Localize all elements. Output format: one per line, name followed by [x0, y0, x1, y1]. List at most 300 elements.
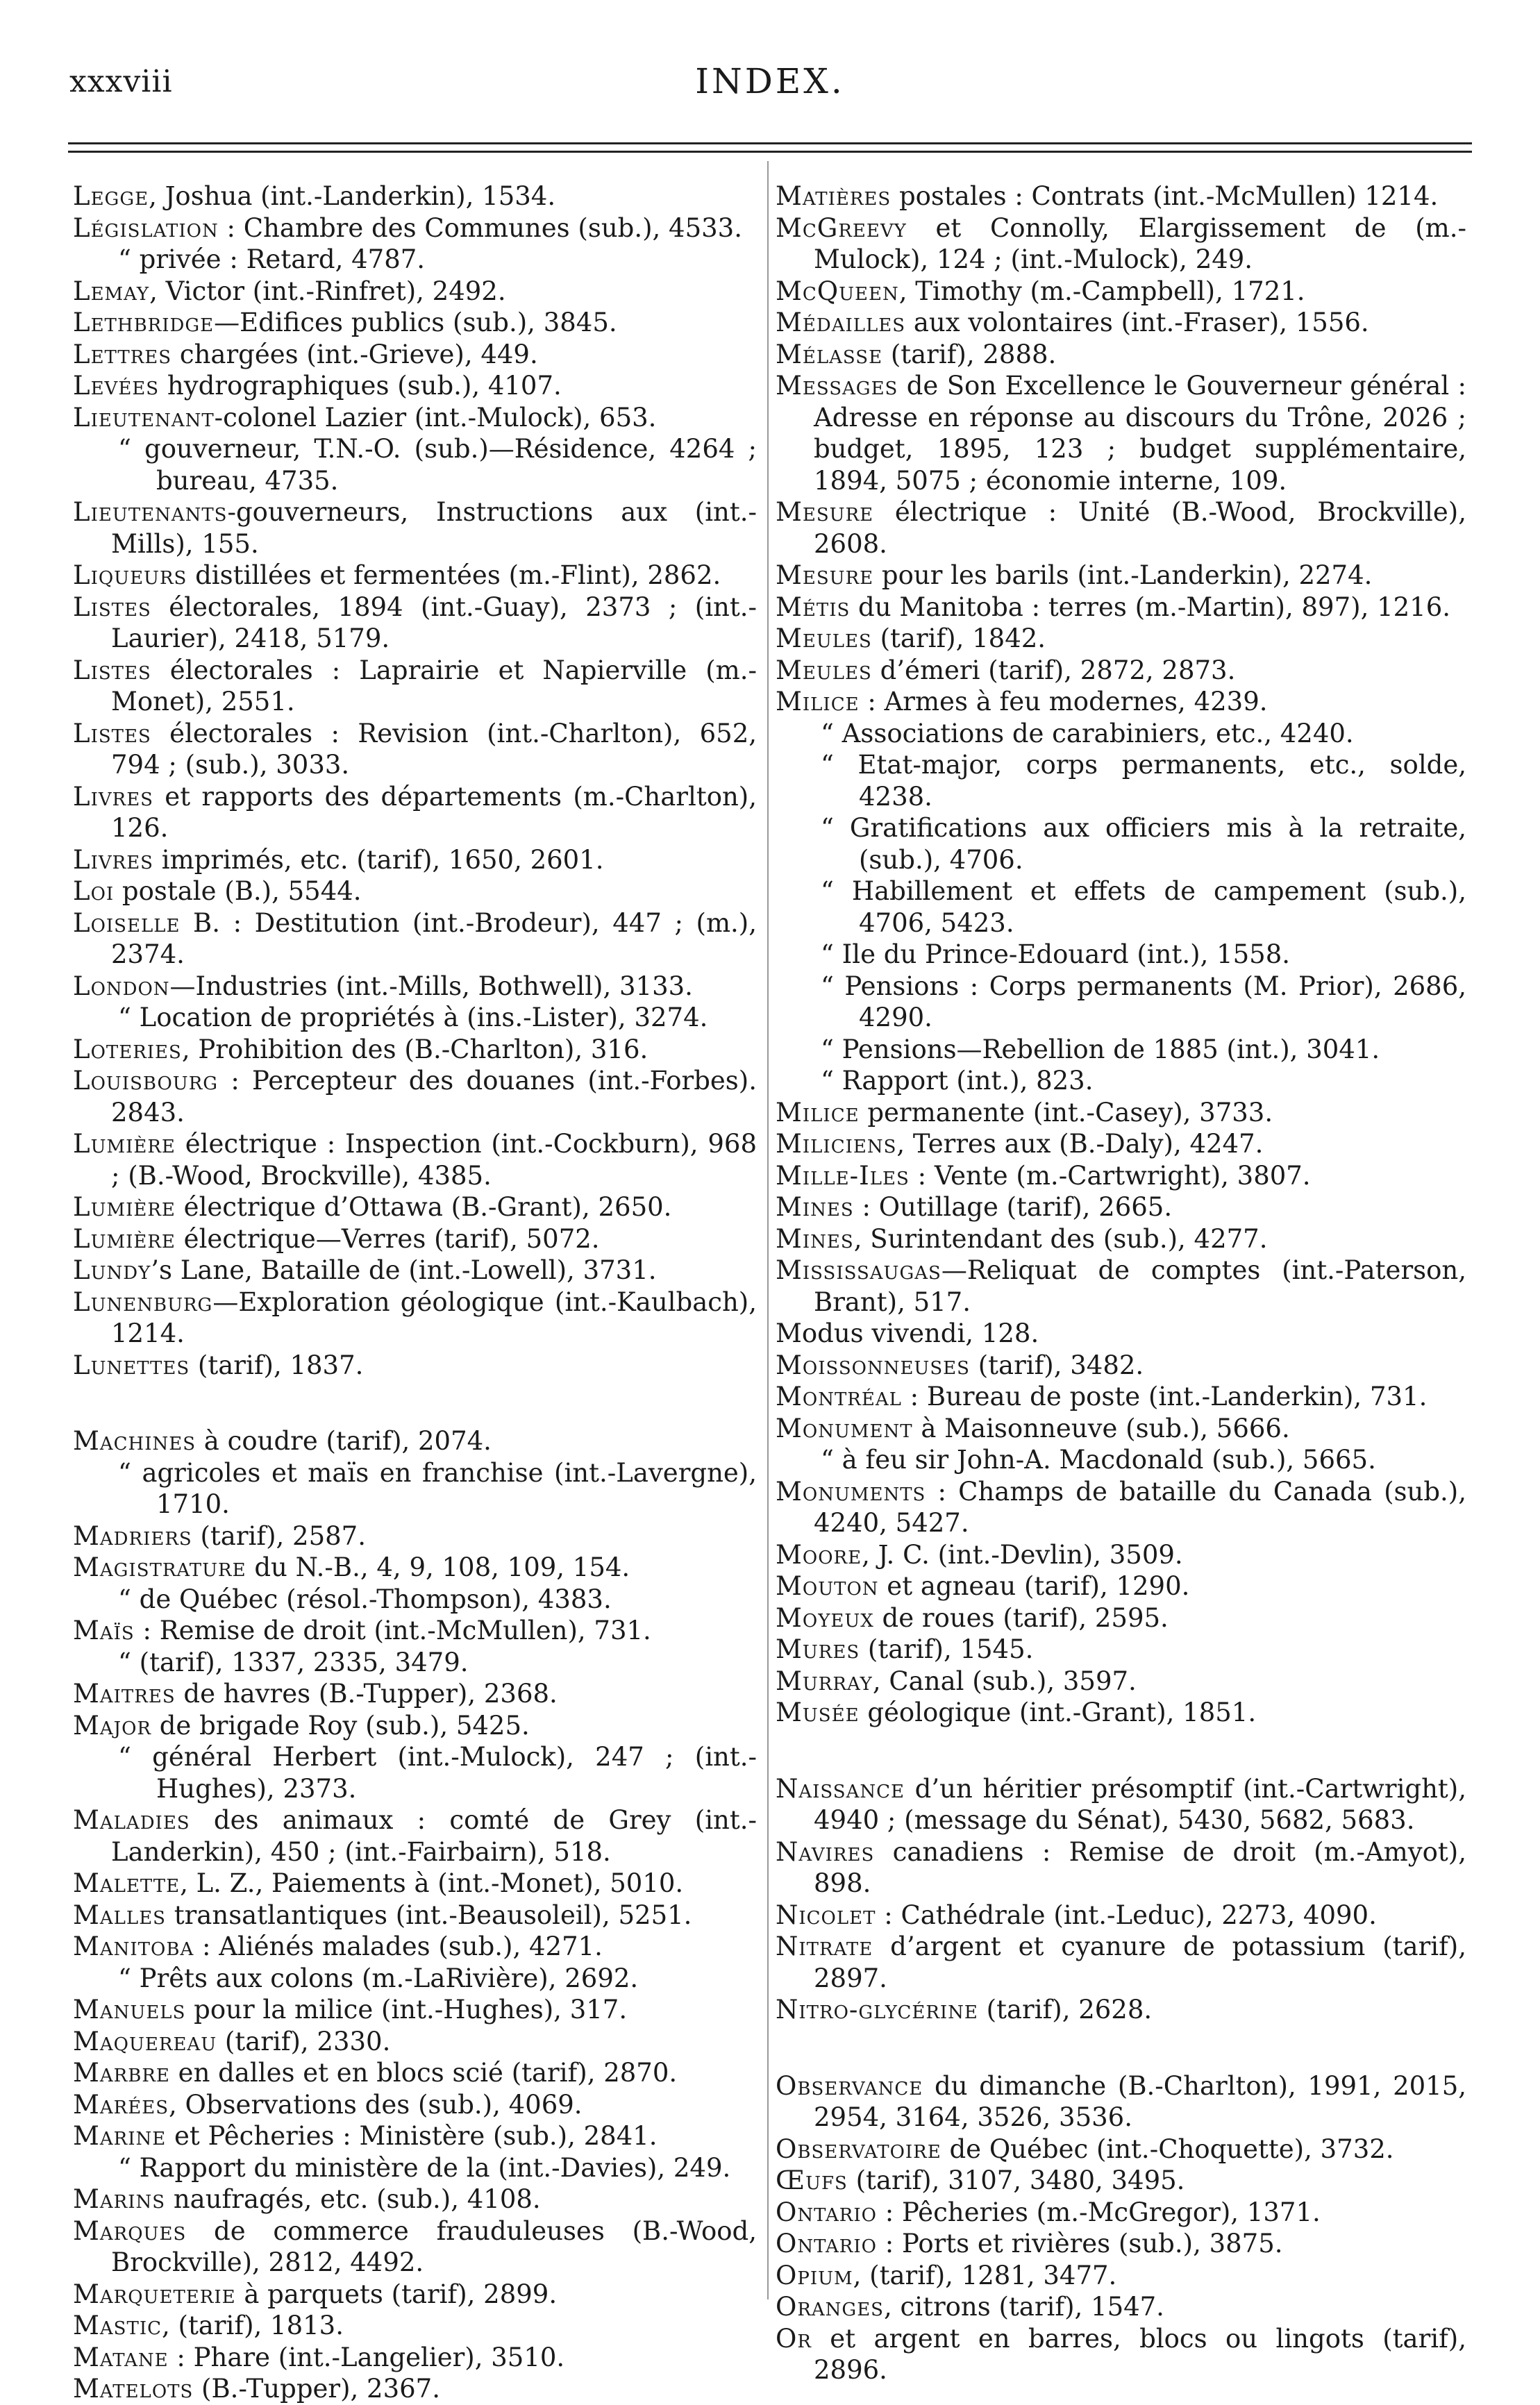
- entry-heading: Mouton: [776, 1571, 879, 1601]
- index-entry: [73, 2026, 757, 2058]
- entry-text: , L. Z., Paiements à (int.-Monet), 5010.: [180, 1868, 684, 1898]
- index-entry: [73, 1191, 757, 1223]
- index-subentry: [73, 1002, 757, 1034]
- index-entry: [73, 655, 757, 718]
- entry-heading: Major: [73, 1710, 151, 1741]
- entry-heading: Louisbourg: [73, 1066, 219, 1096]
- index-subentry: [776, 1034, 1466, 1066]
- index-entry: [776, 560, 1466, 592]
- entry-text: électorales, 1894 (int.-Guay), 2373 ; (int.-Laurier), 2418, 5179.: [111, 592, 757, 653]
- entry-text: naufragés, etc. (sub.), 4108.: [165, 2184, 541, 2214]
- index-subentry: [73, 1457, 757, 1520]
- entry-heading: Lettres: [73, 339, 172, 369]
- entry-heading: Listes: [73, 655, 151, 685]
- entry-heading: Milice: [776, 1097, 860, 1128]
- index-entry: [776, 1381, 1466, 1413]
- entry-text: et Pêcheries : Ministère (sub.), 2841.: [166, 2121, 658, 2151]
- entry-text: pour la milice (int.-Hughes), 317.: [185, 1995, 628, 2025]
- entry-text: et agneau (tarif), 1290.: [878, 1571, 1190, 1601]
- entry-text: “ (tarif), 1337, 2335, 3479.: [118, 1647, 469, 1677]
- entry-text: “ Pensions—Rebellion de 1885 (int.), 3041.: [821, 1034, 1380, 1064]
- entry-heading: Lundy: [73, 1255, 151, 1285]
- entry-heading: Mures: [776, 1634, 860, 1664]
- entry-text: ’s Lane, Bataille de (int.-Lowell), 3731.: [151, 1255, 657, 1285]
- entry-heading: Marées: [73, 2089, 169, 2120]
- index-entry: [776, 339, 1466, 371]
- entry-heading: Marine: [73, 2121, 167, 2151]
- entry-heading: Malette: [73, 1868, 181, 1898]
- entry-text: : Bureau de poste (int.-Landerkin), 731.: [901, 1382, 1428, 1411]
- entry-text: -gouverneurs, Instructions aux (int.-Mills), 155.: [111, 497, 757, 559]
- entry-heading: Legge: [73, 181, 149, 211]
- entry-heading: Législation: [73, 212, 219, 243]
- entry-text: transatlantiques (int.-Beausoleil), 5251.: [165, 1900, 692, 1930]
- index-subentry: [776, 1065, 1466, 1097]
- index-entry: [776, 307, 1466, 339]
- index-entry: [73, 339, 757, 371]
- index-entry: [73, 2120, 757, 2152]
- entry-heading: Levées: [73, 371, 160, 401]
- section-gap: [73, 1381, 757, 1425]
- entry-text: de Son Excellence le Gouverneur général : Adresse en réponse au discours du Trône, 2026 ; budget, 1895, 123 ; budget supplémentaire, 1894, 5075 ; économie interne, 109.: [814, 371, 1466, 496]
- index-entry: [776, 276, 1466, 308]
- index-column-right: [776, 181, 1466, 2386]
- entry-heading: Maladies: [73, 1805, 190, 1835]
- entry-heading: Lunettes: [73, 1350, 190, 1380]
- index-subentry: [776, 971, 1466, 1034]
- index-entry: [776, 2197, 1466, 2229]
- index-entry: [73, 1804, 757, 1868]
- entry-heading: Livres: [73, 844, 153, 875]
- entry-text: “ à feu sir John-A. Macdonald (sub.), 5665.: [821, 1445, 1376, 1475]
- entry-heading: London: [73, 971, 170, 1001]
- entry-heading: Maquereau: [73, 2026, 217, 2056]
- entry-heading: Meules: [776, 623, 872, 653]
- index-entry: [73, 1425, 757, 1457]
- entry-text: “ Location de propriétés à (ins.-Lister), 3274.: [118, 1003, 708, 1032]
- index-entry: [776, 1350, 1466, 1382]
- entry-text: d’argent et cyanure de potassium (tarif), 2897.: [814, 1931, 1466, 1993]
- index-entry: [776, 1413, 1466, 1445]
- index-entry: [73, 2342, 757, 2374]
- entry-text: “ privée : Retard, 4787.: [118, 244, 426, 274]
- entry-heading: Ontario: [776, 2229, 877, 2259]
- index-entry: [776, 2165, 1466, 2197]
- entry-text: électrique—Verres (tarif), 5072.: [175, 1223, 600, 1254]
- entry-heading: Mississaugas: [776, 1255, 941, 1285]
- entry-heading: Ontario: [776, 2197, 877, 2227]
- entry-heading: Lieutenants: [73, 497, 228, 527]
- entry-text: : Chambre des Communes (sub.), 4533.: [218, 212, 742, 243]
- entry-text: de commerce frauduleuses (B.-Wood, Brockville), 2812, 4492.: [111, 2215, 757, 2277]
- entry-text: “ gouverneur, T.N.-O. (sub.)—Résidence, 4264 ; bureau, 4735.: [118, 434, 757, 496]
- entry-text: permanente (int.-Casey), 3733.: [859, 1097, 1273, 1128]
- entry-text: en dalles et en blocs scié (tarif), 2870.: [169, 2058, 678, 2088]
- index-entry: [73, 1223, 757, 1255]
- entry-heading: Magistrature: [73, 1552, 246, 1582]
- entry-text: et Connolly, Elargissement de (m.-Mulock), 124 ; (int.-Mulock), 249.: [814, 212, 1466, 274]
- entry-heading: Machines: [73, 1426, 196, 1456]
- entry-text: -colonel Lazier (int.-Mulock), 653.: [214, 402, 657, 433]
- index-column-left: [73, 181, 757, 2405]
- entry-text: “ Etat-major, corps permanents, etc., solde, 4238.: [821, 750, 1466, 812]
- index-entry: [73, 971, 757, 1003]
- index-entry: [73, 718, 757, 781]
- entry-text: de Québec (int.-Choquette), 3732.: [941, 2134, 1394, 2164]
- index-entry: [73, 1552, 757, 1584]
- entry-text: : Cathédrale (int.-Leduc), 2273, 4090.: [876, 1900, 1377, 1930]
- entry-text: électrique : Unité (B.-Wood, Brockville), 2608.: [814, 497, 1466, 559]
- index-entry: [776, 592, 1466, 623]
- entry-text: (tarif), 1837.: [190, 1350, 364, 1380]
- entry-text: , Joshua (int.-Landerkin), 1534.: [149, 181, 556, 211]
- entry-text: “ Gratifications aux officiers mis à la retraite, (sub.), 4706.: [821, 813, 1466, 875]
- entry-heading: Maitres: [73, 1679, 176, 1709]
- index-entry: [776, 1097, 1466, 1129]
- index-entry: [776, 2134, 1466, 2165]
- entry-text: Modus vivendi, 128.: [776, 1318, 1039, 1348]
- entry-heading: Navires: [776, 1836, 875, 1867]
- entry-text: (tarif), 2330.: [217, 2026, 391, 2056]
- entry-heading: Opium: [776, 2260, 853, 2290]
- entry-text: canadiens : Remise de droit (m.-Amyot), 898.: [814, 1836, 1466, 1898]
- entry-text: géologique (int.-Grant), 1851.: [859, 1698, 1257, 1727]
- index-entry: [776, 212, 1466, 276]
- entry-heading: Lunenburg: [73, 1287, 213, 1317]
- index-subentry: [776, 749, 1466, 812]
- entry-heading: Meules: [776, 655, 872, 685]
- entry-heading: Nitrate: [776, 1931, 873, 1961]
- entry-text: —Exploration géologique (int.-Kaulbach), 1214.: [111, 1287, 757, 1348]
- index-entry: [73, 1128, 757, 1191]
- entry-text: (tarif), 3107, 3480, 3495.: [847, 2165, 1185, 2195]
- entry-text: : Vente (m.-Cartwright), 3807.: [909, 1160, 1311, 1191]
- entry-text: “ Associations de carabiniers, etc., 4240.: [821, 718, 1354, 748]
- entry-text: , Terres aux (B.-Daly), 4247.: [896, 1129, 1264, 1159]
- section-gap: [776, 1729, 1466, 1773]
- entry-heading: Mille-Iles: [776, 1160, 910, 1191]
- entry-heading: Montréal: [776, 1382, 902, 1411]
- entry-heading: Oranges: [776, 2292, 884, 2322]
- index-entry: [776, 370, 1466, 496]
- entry-text: du dimanche (B.-Charlton), 1991, 2015, 2954, 3164, 3526, 3536.: [814, 2070, 1466, 2132]
- entry-heading: Monuments: [776, 1476, 926, 1507]
- entry-text: (B.-Tupper), 2367.: [193, 2374, 440, 2404]
- entry-heading: Listes: [73, 718, 151, 748]
- page-number: xxxviii: [69, 64, 173, 99]
- entry-text: (tarif), 2628.: [978, 1995, 1153, 2025]
- entry-heading: Nitro-glycérine: [776, 1995, 978, 2025]
- index-entry: [73, 1255, 757, 1287]
- index-entry: [776, 2228, 1466, 2260]
- column-divider: [767, 161, 769, 2299]
- entry-text: de havres (B.-Tupper), 2368.: [175, 1679, 558, 1709]
- entry-heading: Miliciens: [776, 1129, 897, 1159]
- index-subentry: [73, 1741, 757, 1804]
- index-entry: [776, 2260, 1466, 2292]
- index-entry: [776, 1223, 1466, 1255]
- entry-text: (tarif), 1842.: [871, 623, 1046, 653]
- entry-heading: Lumière: [73, 1192, 176, 1222]
- entry-text: “ Rapport (int.), 823.: [821, 1066, 1094, 1096]
- entry-text: (tarif), 1545.: [860, 1634, 1034, 1664]
- index-entry: [776, 1994, 1466, 2026]
- entry-text: “ Prêts aux colons (m.-LaRivière), 2692.: [118, 1963, 639, 1993]
- entry-text: pour les barils (int.-Landerkin), 2274.: [873, 560, 1373, 590]
- entry-heading: Murray: [776, 1666, 873, 1696]
- entry-heading: Musée: [776, 1698, 860, 1727]
- entry-heading: Matelots: [73, 2374, 194, 2404]
- entry-text: électrique d’Ottawa (B.-Grant), 2650.: [175, 1192, 672, 1222]
- index-subentry: [776, 939, 1466, 971]
- index-entry: [776, 1634, 1466, 1666]
- index-subentry: [776, 1444, 1466, 1476]
- entry-heading: Loi: [73, 876, 115, 906]
- entry-heading: Loiselle: [73, 907, 181, 938]
- index-entry: [776, 1697, 1466, 1729]
- index-entry: [73, 2089, 757, 2121]
- index-entry: [776, 623, 1466, 655]
- entry-heading: Liqueurs: [73, 560, 187, 590]
- entry-heading: Matières: [776, 181, 892, 211]
- entry-text: de roues (tarif), 2595.: [873, 1602, 1169, 1633]
- entry-heading: Loteries: [73, 1034, 182, 1064]
- entry-heading: Matane: [73, 2342, 169, 2372]
- index-entry: [73, 560, 757, 592]
- entry-heading: Maïs: [73, 1616, 135, 1645]
- entry-heading: Milice: [776, 687, 860, 717]
- entry-heading: Marqueterie: [73, 2279, 236, 2309]
- index-subentry: [776, 875, 1466, 939]
- entry-heading: Œufs: [776, 2165, 848, 2195]
- index-entry: [73, 1034, 757, 1066]
- entry-text: d’un héritier présomptif (int.-Cartwright), 4940 ; (message du Sénat), 5430, 5682, 5683.: [814, 1773, 1466, 1835]
- index-entry: [776, 1128, 1466, 1160]
- entry-heading: Livres: [73, 781, 153, 812]
- index-entry: [73, 1868, 757, 1900]
- index-entry: [73, 212, 757, 244]
- index-entry: [776, 1476, 1466, 1539]
- header-rule-top: [68, 142, 1472, 144]
- index-entry: [73, 181, 757, 212]
- entry-text: , Prohibition des (B.-Charlton), 316.: [181, 1034, 648, 1064]
- entry-text: (tarif), 3482.: [969, 1350, 1144, 1380]
- entry-text: , (tarif), 1813.: [161, 2311, 344, 2340]
- entry-text: B. : Destitution (int.-Brodeur), 447 ; (m.), 2374.: [111, 907, 757, 969]
- index-entry: [776, 1191, 1466, 1223]
- index-entry: [73, 1065, 757, 1128]
- index-entry: [73, 781, 757, 844]
- entry-heading: Marins: [73, 2184, 166, 2214]
- page-title: INDEX.: [695, 61, 845, 101]
- index-entry: [73, 1678, 757, 1710]
- index-entry: [73, 402, 757, 434]
- index-entry: [73, 1994, 757, 2026]
- entry-text: à coudre (tarif), 2074.: [196, 1426, 492, 1456]
- index-subentry: [73, 2152, 757, 2184]
- entry-text: à parquets (tarif), 2899.: [235, 2279, 558, 2309]
- index-entry: [776, 1539, 1466, 1571]
- entry-heading: Métis: [776, 592, 851, 622]
- entry-heading: Manitoba: [73, 1931, 194, 1961]
- entry-text: , Timothy (m.-Campbell), 1721.: [898, 276, 1305, 306]
- entry-text: , (tarif), 1281, 3477.: [853, 2260, 1117, 2290]
- entry-heading: Mastic: [73, 2311, 162, 2340]
- entry-heading: McGreevy: [776, 212, 907, 243]
- entry-text: de brigade Roy (sub.), 5425.: [151, 1710, 530, 1741]
- entry-text: à Maisonneuve (sub.), 5666.: [912, 1413, 1290, 1443]
- entry-text: , J. C. (int.-Devlin), 3509.: [862, 1539, 1183, 1570]
- entry-text: postale (B.), 5544.: [114, 876, 362, 906]
- index-entry: [73, 2057, 757, 2089]
- entry-heading: Moissonneuses: [776, 1350, 970, 1380]
- index-entry: [776, 2291, 1466, 2323]
- index-entry: [776, 655, 1466, 687]
- index-entry: [776, 1836, 1466, 1900]
- index-entry: [73, 1615, 757, 1647]
- entry-text: , Victor (int.-Rinfret), 2492.: [149, 276, 506, 306]
- entry-heading: Observatoire: [776, 2134, 941, 2164]
- index-entry: [776, 2323, 1466, 2386]
- index-entry: [73, 1931, 757, 1963]
- entry-text: “ agricoles et maïs en franchise (int.-Lavergne), 1710.: [118, 1457, 757, 1519]
- entry-heading: Monument: [776, 1413, 913, 1443]
- entry-text: aux volontaires (int.-Fraser), 1556.: [905, 308, 1369, 337]
- index-entry: [776, 1666, 1466, 1698]
- index-entry: [776, 1570, 1466, 1602]
- entry-text: du Manitoba : terres (m.-Martin), 897), 1216.: [850, 592, 1451, 622]
- index-entry: [776, 1931, 1466, 1994]
- header-rule-bottom: [68, 151, 1472, 153]
- entry-heading: Naissance: [776, 1773, 905, 1804]
- entry-text: imprimés, etc. (tarif), 1650, 2601.: [153, 844, 604, 875]
- entry-heading: Mélasse: [776, 339, 883, 369]
- entry-text: “ de Québec (résol.-Thompson), 4383.: [118, 1584, 612, 1614]
- entry-text: “ Rapport du ministère de la (int.-Davies), 249.: [118, 2152, 731, 2183]
- index-entry: [73, 370, 757, 402]
- entry-heading: Or: [776, 2323, 812, 2354]
- index-entry: [776, 2070, 1466, 2134]
- index-entry: [776, 1602, 1466, 1634]
- entry-heading: Messages: [776, 371, 898, 401]
- entry-text: : Remise de droit (int.-McMullen), 731.: [134, 1616, 651, 1645]
- entry-text: : Phare (int.-Langelier), 3510.: [168, 2342, 565, 2372]
- index-entry: [73, 1287, 757, 1350]
- index-entry: [73, 1350, 757, 1382]
- index-entry: [776, 686, 1466, 718]
- index-entry: [776, 1318, 1466, 1350]
- entry-heading: Marbre: [73, 2058, 170, 2088]
- index-entry: [73, 592, 757, 655]
- entry-heading: Moyeux: [776, 1602, 874, 1633]
- index-entry: [73, 2215, 757, 2279]
- entry-text: : Percepteur des douanes (int.-Forbes). 2843.: [111, 1066, 757, 1128]
- entry-heading: Lieutenant: [73, 402, 215, 433]
- entry-heading: Médailles: [776, 308, 906, 337]
- entry-text: , Observations des (sub.), 4069.: [169, 2089, 583, 2120]
- entry-text: électorales : Laprairie et Napierville (m.-Monet), 2551.: [111, 655, 757, 717]
- entry-heading: Manuels: [73, 1995, 186, 2025]
- entry-text: hydrographiques (sub.), 4107.: [159, 371, 562, 401]
- entry-heading: Listes: [73, 592, 151, 622]
- index-entry: [73, 307, 757, 339]
- index-entry: [73, 1520, 757, 1552]
- index-subentry: [73, 1963, 757, 1995]
- entry-heading: Mines: [776, 1192, 854, 1222]
- entry-text: du N.-B., 4, 9, 108, 109, 154.: [246, 1552, 630, 1582]
- entry-heading: Lumière: [73, 1223, 176, 1254]
- entry-text: distillées et fermentées (m.-Flint), 2862.: [187, 560, 721, 590]
- index-entry: [73, 1710, 757, 1742]
- index-entry: [73, 2184, 757, 2215]
- index-subentry: [73, 1584, 757, 1616]
- index-entry: [776, 1160, 1466, 1192]
- entry-heading: Mesure: [776, 560, 874, 590]
- entry-heading: Lethbridge: [73, 308, 215, 337]
- entry-text: “ général Herbert (int.-Mulock), 247 ; (int.-Hughes), 2373.: [118, 1742, 757, 1804]
- entry-text: , citrons (tarif), 1547.: [884, 2292, 1164, 2322]
- entry-heading: Lemay: [73, 276, 150, 306]
- index-entry: [73, 2279, 757, 2311]
- entry-text: “ Habillement et effets de campement (sub.), 4706, 5423.: [821, 876, 1466, 938]
- entry-text: : Pêcheries (m.-McGregor), 1371.: [876, 2197, 1321, 2227]
- entry-heading: Observance: [776, 2070, 923, 2101]
- entry-text: —Industries (int.-Mills, Bothwell), 3133.: [169, 971, 693, 1001]
- entry-text: —Edifices publics (sub.), 3845.: [214, 308, 617, 337]
- entry-heading: Malles: [73, 1900, 166, 1930]
- index-entry: [73, 276, 757, 308]
- entry-text: : Ports et rivières (sub.), 3875.: [876, 2229, 1283, 2259]
- entry-text: chargées (int.-Grieve), 449.: [171, 339, 538, 369]
- index-entry: [73, 907, 757, 971]
- entry-text: , Surintendant des (sub.), 4277.: [853, 1223, 1268, 1254]
- index-entry: [776, 1900, 1466, 1931]
- index-entry: [73, 2310, 757, 2342]
- index-entry: [776, 181, 1466, 212]
- index-entry: [73, 875, 757, 907]
- entry-text: d’émeri (tarif), 2872, 2873.: [871, 655, 1236, 685]
- entry-heading: Marques: [73, 2215, 187, 2246]
- entry-text: “ Ile du Prince-Edouard (int.), 1558.: [821, 939, 1291, 969]
- entry-text: électrique : Inspection (int.-Cockburn), 968 ; (B.-Wood, Brockville), 4385.: [111, 1129, 757, 1191]
- entry-text: et rapports des départements (m.-Charlton), 126.: [111, 781, 757, 843]
- entry-heading: Mesure: [776, 497, 874, 527]
- entry-text: : Champs de bataille du Canada (sub.), 4240, 5427.: [814, 1476, 1466, 1538]
- index-subentry: [73, 433, 757, 496]
- index-entry: [73, 2373, 757, 2405]
- index-subentry: [776, 718, 1466, 750]
- entry-text: (tarif), 2888.: [882, 339, 1057, 369]
- entry-text: : Armes à feu modernes, 4239.: [859, 687, 1268, 717]
- entry-text: —Reliquat de comptes (int.-Paterson, Brant), 517.: [814, 1255, 1466, 1317]
- entry-text: des animaux : comté de Grey (int.-Landerkin), 450 ; (int.-Fairbairn), 518.: [111, 1805, 757, 1867]
- entry-text: (tarif), 2587.: [192, 1520, 366, 1551]
- entry-heading: McQueen: [776, 276, 899, 306]
- index-entry: [73, 844, 757, 876]
- entry-heading: Madriers: [73, 1520, 192, 1551]
- entry-heading: Nicolet: [776, 1900, 876, 1930]
- index-entry: [776, 1255, 1466, 1318]
- entry-heading: Moore: [776, 1539, 862, 1570]
- section-gap: [776, 2026, 1466, 2070]
- entry-text: et argent en barres, blocs ou lingots (tarif), 2896.: [811, 2323, 1466, 2385]
- entry-text: “ Pensions : Corps permanents (M. Prior), 2686, 4290.: [821, 971, 1466, 1032]
- index-subentry: [776, 812, 1466, 875]
- entry-text: : Aliénés malades (sub.), 4271.: [194, 1931, 603, 1961]
- entry-text: : Outillage (tarif), 2665.: [853, 1192, 1173, 1222]
- entry-text: postales : Contrats (int.-McMullen) 1214.: [891, 181, 1439, 211]
- index-subentry: [73, 1647, 757, 1679]
